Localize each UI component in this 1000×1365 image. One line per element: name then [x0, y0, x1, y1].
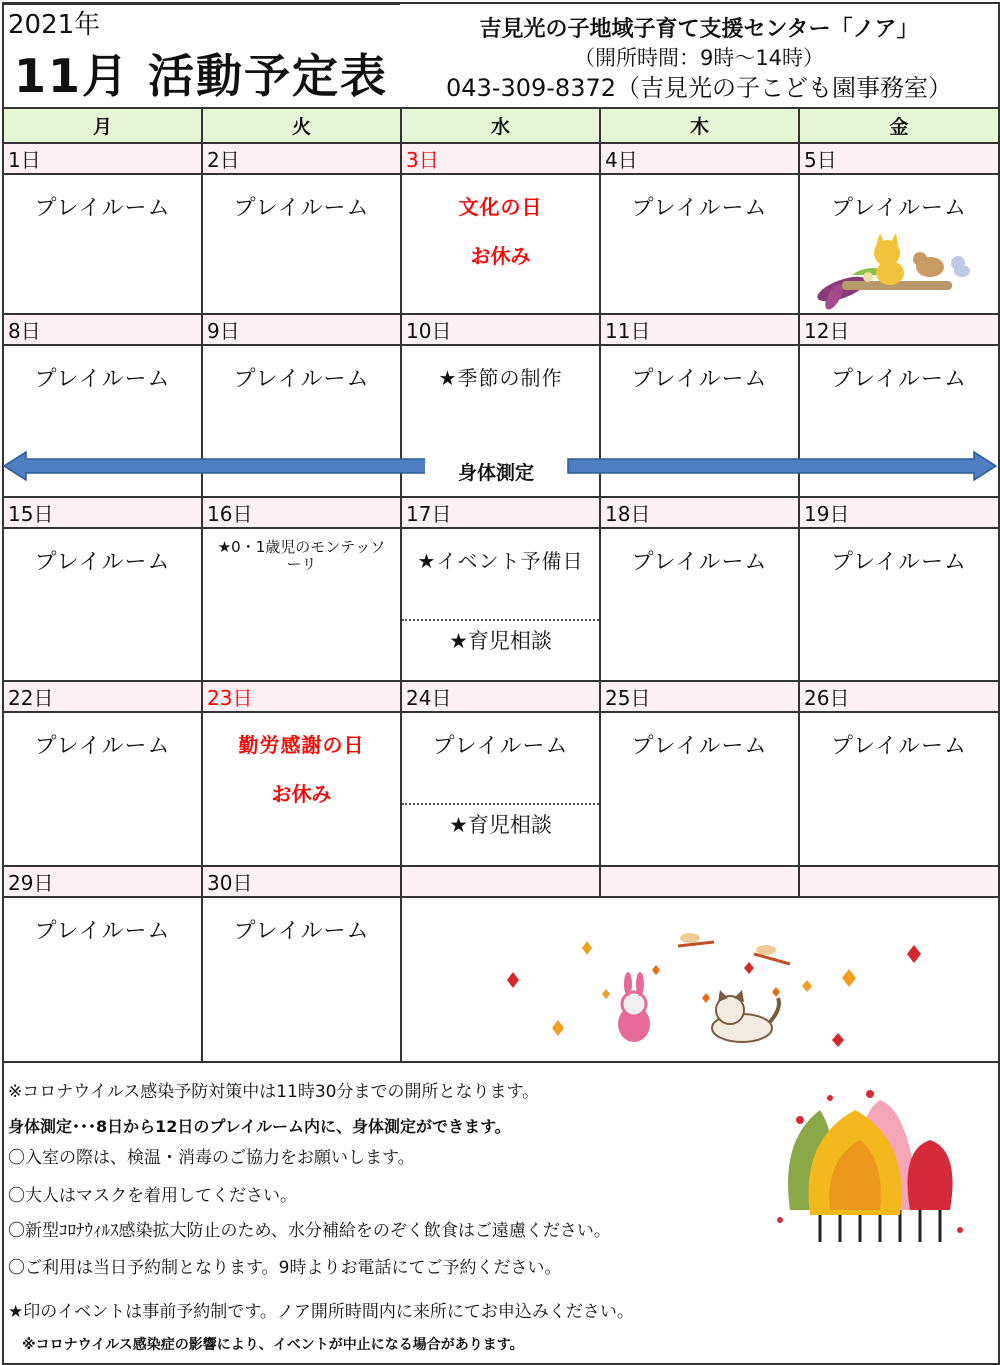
- date-11: 11日: [600, 314, 799, 345]
- holiday-name: 勤労感謝の日: [238, 733, 365, 757]
- note-temperature: 〇入室の際は、検温・消毒のご協力をお願いします。: [8, 1148, 415, 1168]
- note-measurement: 身体測定･･･8日から12日のプレイルーム内に、身体測定ができます。: [8, 1117, 511, 1136]
- day-cell: [202, 174, 401, 314]
- date-empty: [600, 866, 799, 897]
- day-cell: [799, 528, 999, 681]
- activity-label: プレイルーム: [830, 550, 968, 575]
- note-corona-hours: ※コロナウイルス感染予防対策中は11時30分までの開所となります。: [8, 1082, 540, 1102]
- autumn-animals-illustration: [812, 231, 982, 311]
- day-cell: [3, 174, 202, 314]
- note-no-eating: 〇新型ｺﾛﾅｳｨﾙｽ感染拡大防止のため、水分補給をのぞく飲食はご遠慮ください。: [8, 1221, 611, 1241]
- activity-label: プレイルーム: [830, 367, 968, 392]
- activity-label: プレイルーム: [233, 367, 370, 392]
- activity-label: プレイルーム: [233, 196, 370, 221]
- activity-label: プレイルーム: [631, 550, 768, 575]
- activity-label: ★育児相談: [449, 813, 552, 837]
- activity-label: プレイルーム: [830, 196, 968, 221]
- weekday-mon: 月: [3, 108, 202, 143]
- date-30: 30日: [202, 866, 401, 897]
- date-empty: [401, 866, 600, 897]
- day-cell: [799, 712, 999, 866]
- date-17: 17日: [401, 497, 600, 528]
- cell-divider: [402, 619, 599, 621]
- activity-label: プレイルーム: [432, 734, 569, 759]
- day-cell: [3, 528, 202, 681]
- phone-number: 043-309-8372（吉見光の子こども園事務室）: [445, 74, 952, 102]
- day-cell: [3, 897, 202, 1062]
- day-cell: [202, 897, 401, 1062]
- activity-label: プレイルーム: [631, 367, 768, 392]
- date-18: 18日: [600, 497, 799, 528]
- note-cancellation: ※コロナウイルス感染症の影響により、イベントが中止になる場合があります。: [22, 1337, 524, 1353]
- day-cell-holiday: [401, 174, 600, 314]
- activity-label: プレイルーム: [830, 734, 968, 759]
- opening-hours: （開所時間：9時～14時）: [573, 46, 825, 70]
- date-16: 16日: [202, 497, 401, 528]
- page-title: 11月 活動予定表: [14, 49, 389, 103]
- activity-label: ★季節の制作: [438, 366, 563, 390]
- note-mask: 〇大人はマスクを着用してください。: [8, 1186, 297, 1206]
- date-4: 4日: [600, 143, 799, 174]
- date-8: 8日: [3, 314, 202, 345]
- day-cell: [600, 712, 799, 866]
- org-name: 吉見光の子地域子育て支援センター「ノア」: [479, 17, 919, 42]
- note-reservation: 〇ご利用は当日予約制となります。9時よりお電話にてご予約ください。: [8, 1258, 562, 1278]
- day-cell-split: [401, 528, 600, 681]
- activity-label: ★育児相談: [449, 629, 552, 653]
- note-event-reservation: ★印のイベントは事前予約制です。ノア開所時間内に来所にてお申込みください。: [8, 1302, 634, 1322]
- header-year: 2021年: [8, 10, 101, 40]
- weekday-tue: 火: [202, 108, 401, 143]
- calendar-table: [2, 107, 1000, 1063]
- day-cell: [799, 174, 999, 314]
- weekday-thu: 木: [600, 108, 799, 143]
- holiday-name: 文化の日: [458, 195, 543, 219]
- activity-label: ★0・1歳児のモンテッソーリ: [217, 538, 386, 573]
- day-cell: [600, 174, 799, 314]
- activity-label: ★イベント予備日: [417, 549, 584, 573]
- weekday-wed: 水: [401, 108, 600, 143]
- date-22: 22日: [3, 681, 202, 712]
- date-10: 10日: [401, 314, 600, 345]
- closed-label: お休み: [271, 782, 332, 806]
- date-5: 5日: [799, 143, 999, 174]
- activity-label: プレイルーム: [631, 734, 768, 759]
- date-9: 9日: [202, 314, 401, 345]
- weekday-fri: 金: [799, 108, 999, 143]
- activity-label: プレイルーム: [34, 919, 171, 944]
- day-cell: [3, 712, 202, 866]
- activity-label: プレイルーム: [233, 919, 370, 944]
- activity-label: プレイルーム: [34, 196, 171, 221]
- activity-label: プレイルーム: [34, 550, 171, 575]
- day-cell: [600, 528, 799, 681]
- date-12: 12日: [799, 314, 999, 345]
- date-1: 1日: [3, 143, 202, 174]
- autumn-leaves-illustration: [402, 898, 998, 1058]
- date-19: 19日: [799, 497, 999, 528]
- day-cell-holiday: [202, 712, 401, 866]
- date-empty: [799, 866, 999, 897]
- cell-divider: [402, 803, 599, 805]
- date-24: 24日: [401, 681, 600, 712]
- activity-label: プレイルーム: [34, 367, 171, 392]
- autumn-trees-illustration: [770, 1080, 970, 1250]
- date-2: 2日: [202, 143, 401, 174]
- date-26: 26日: [799, 681, 999, 712]
- activity-label: プレイルーム: [34, 734, 171, 759]
- illustration-cell: [401, 897, 999, 1062]
- date-15: 15日: [3, 497, 202, 528]
- date-3: 3日: [401, 143, 600, 174]
- activity-label: プレイルーム: [631, 196, 768, 221]
- day-cell-split: [401, 712, 600, 866]
- date-29: 29日: [3, 866, 202, 897]
- date-23: 23日: [202, 681, 401, 712]
- measurement-banner-label: 身体測定: [425, 458, 567, 484]
- day-cell: [202, 528, 401, 681]
- closed-label: お休み: [470, 244, 531, 268]
- date-25: 25日: [600, 681, 799, 712]
